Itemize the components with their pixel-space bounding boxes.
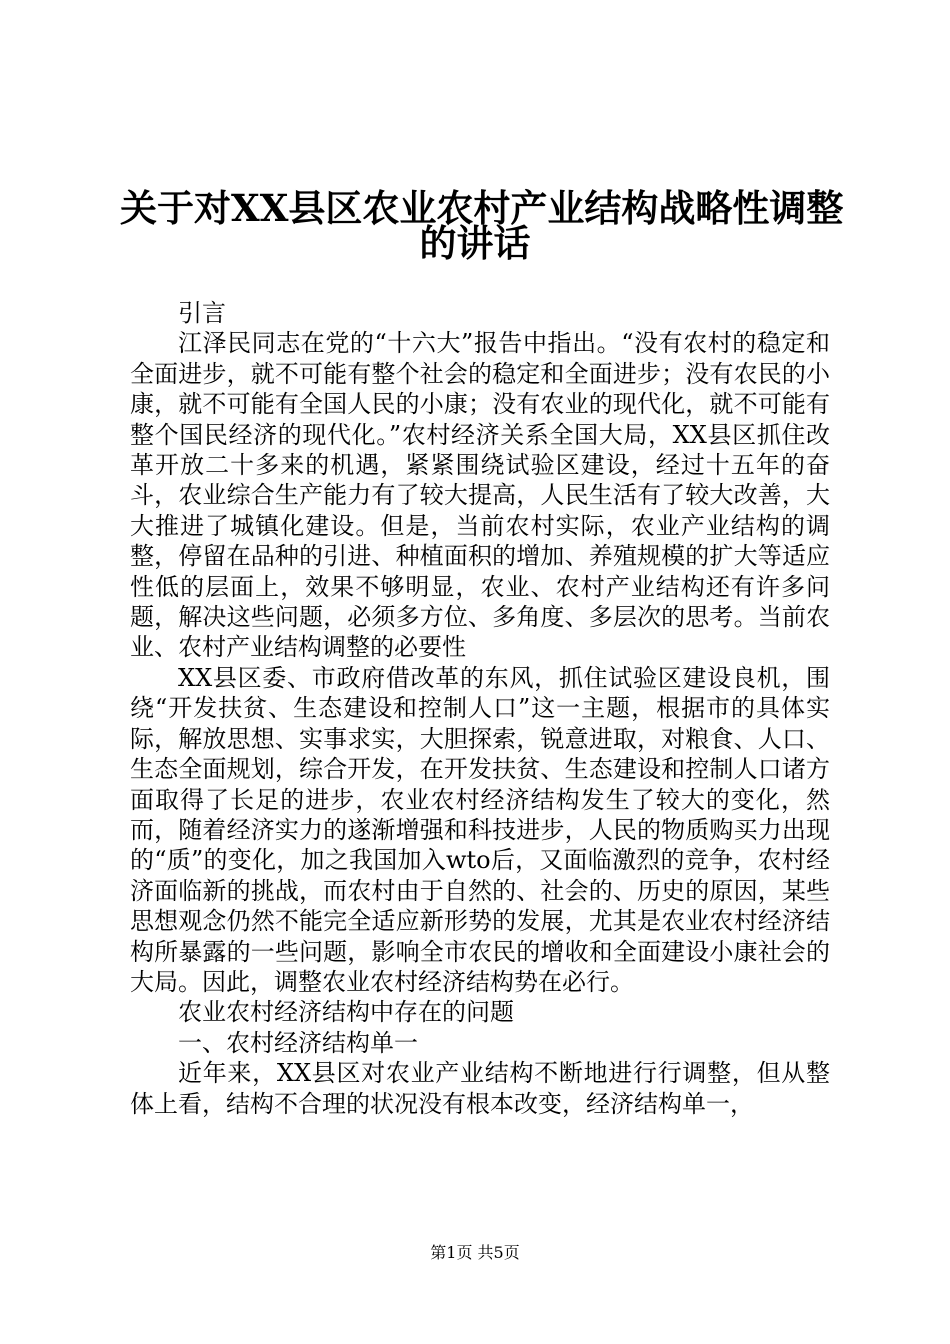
paragraph-county-background: XX县区委、市政府借改革的东风，抓住试验区建设良机，围绕“开发扶贫、生态建设和控制人口”这一主题，根据市的具体实际，解放思想、实事求实，大胆探索，锐意进取，对粮食、人口、生态全面规划，综合开发，在开发扶贫、生态建设和控制人口诸方面取得了长足的进步，农业农村经济结构发生了较大的变化，然而，随着经济实力的遂渐增强和科技进步，人民的物质购买力出现的“质”的变化，加之我国加入wto后，又面临激烈的竞争，农村经济面临新的挑战，而农村由于自然的、社会的、历史的原因，某些思想观念仍然不能完全适应新形势的发展，尤其是农业农村经济结构所暴露的一些问题，影响全市农民的增收和全面建设小康社会的大局。因此，调整农业农村经济结构势在必行。 [130, 663, 830, 996]
document-title-line-1: 关于对XX县区农业农村产业结构战略性调整 [120, 186, 844, 230]
document-title-line-2: 的讲话 [419, 221, 531, 265]
subsection-heading-single-structure: 一、农村经济结构单一 [178, 1028, 418, 1057]
document-body [130, 298, 830, 1119]
section-heading-problems: 农业农村经济结构中存在的问题 [178, 998, 514, 1027]
paragraph-structure-adjustment: 近年来，XX县区对农业产业结构不断地进行行调整，但从整体上看，结构不合理的状况没有根本改变，经济结构单一， [130, 1059, 830, 1118]
section-heading-intro: 引言 [178, 299, 226, 327]
paragraph-intro: 江泽民同志在党的“十六大”报告中指出。“没有农村的稳定和全面进步，就不可能有整个社会的稳定和全面进步；没有农民的小康，就不可能有全国人民的小康；没有农业的现代化，就不可能有整个国民经济的现代化。”农村经济关系全国大局，XX县区抓住改革开放二十多来的机遇，紧紧围绕试验区建设，经过十五年的奋斗，农业综合生产能力有了较大提高，人民生活有了较大改善，大大推进了城镇化建设。但是，当前农村实际，农业产业结构的调整，停留在品种的引进、种植面积的增加、养殖规模的扩大等适应性低的层面上，效果不够明显，农业、农村产业结构还有许多问题，解决这些问题，必须多方位、多角度、多层次的思考。当前农业、农村产业结构调整的必要性 [130, 329, 830, 662]
page-number-footer: 第1页 共5页 [430, 1243, 520, 1262]
